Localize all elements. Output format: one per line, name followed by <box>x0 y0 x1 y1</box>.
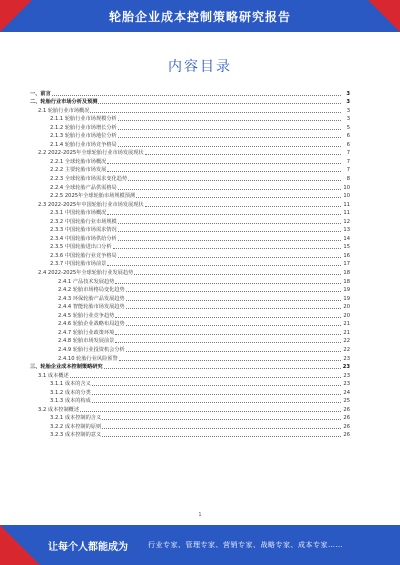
toc-entry-page: 21 <box>343 321 350 328</box>
toc-leader-dots <box>126 290 341 292</box>
toc-entry-page: 23 <box>342 364 350 371</box>
toc-entry[interactable] <box>30 165 350 174</box>
toc-entry-page: 23 <box>343 355 350 362</box>
toc-leader-dots <box>90 111 341 113</box>
toc-entry[interactable] <box>30 302 350 311</box>
header-banner <box>0 0 400 32</box>
toc-leader-dots <box>80 410 341 412</box>
toc-leader-dots <box>107 170 341 172</box>
toc-entry-label: 2.3.4 中国轮胎市场供给分析 <box>50 235 117 242</box>
toc-entry-label: 2.3.2 中国轮胎行业市场规模 <box>50 218 117 225</box>
toc-entry-page: 26 <box>343 415 350 422</box>
footer-slogan: 让每个人都能成为 <box>48 542 128 553</box>
toc-entry[interactable] <box>30 259 350 268</box>
toc-entry-page: 20 <box>343 304 350 311</box>
toc-entry-label: 2.4.4 智能轮胎市场发展趋势 <box>58 304 125 311</box>
toc-leader-dots <box>102 427 341 429</box>
page-number: 1 <box>198 512 202 518</box>
toc-entry-label: 2.3.1 中国轮胎市场概况 <box>50 210 107 217</box>
toc-entry-page: 7 <box>346 158 350 165</box>
toc-leader-dots <box>126 299 341 301</box>
toc-entry[interactable] <box>30 353 350 362</box>
toc-entry[interactable] <box>30 88 350 97</box>
toc-entry-page: 22 <box>343 346 350 353</box>
toc-entry[interactable] <box>30 250 350 259</box>
toc-entry-label: 2.3.6 中国轮胎行业竞争格局 <box>50 252 117 259</box>
toc-entry-label: 2.2.1 全球轮胎市场概况 <box>50 158 107 165</box>
toc-entry-page: 10 <box>343 193 350 200</box>
toc-entry[interactable] <box>30 430 350 439</box>
toc-entry-label: 二、轮胎行业市场分析及预测 <box>30 99 98 106</box>
toc-entry-page: 24 <box>343 389 350 396</box>
toc-entry-label: 2.3.7 中国轮胎市场前景 <box>50 261 107 268</box>
toc-entry-page: 3 <box>346 107 350 114</box>
toc-leader-dots <box>92 401 341 403</box>
toc-entry[interactable] <box>30 319 350 328</box>
toc-entry-page: 15 <box>343 244 350 251</box>
toc-leader-dots <box>115 316 341 318</box>
toc-entry[interactable] <box>30 139 350 148</box>
toc-leader-dots <box>107 213 341 215</box>
toc-entry-label: 2.4.1 产品技术发展趋势 <box>58 278 115 285</box>
toc-entry[interactable] <box>30 421 350 430</box>
toc-entry-label: 3.1.3 成本的构成 <box>50 398 91 405</box>
toc-entry-label: 3.2 成本控制概述 <box>38 406 80 413</box>
toc-entry-label: 2.4 2022-2025年全球轮胎行业发展趋势 <box>38 270 134 277</box>
toc-entry[interactable] <box>30 387 350 396</box>
toc-leader-dots <box>115 282 341 284</box>
toc-leader-dots <box>118 188 341 190</box>
toc-entry-page: 26 <box>343 406 350 413</box>
toc-heading: 内容目录 <box>168 59 232 75</box>
toc-entry-label: 2.3.3 中国轮胎市场需求情况 <box>50 227 117 234</box>
toc-entry-page: 16 <box>343 252 350 259</box>
toc-entry[interactable] <box>30 131 350 140</box>
toc-entry-label: 2.4.3 环保轮胎产品发展趋势 <box>58 295 125 302</box>
toc-leader-dots <box>118 136 341 138</box>
toc-leader-dots <box>104 367 341 369</box>
toc-entry-label: 2.4.2 轮胎市场格局变化趋势 <box>58 287 125 294</box>
toc-leader-dots <box>118 222 341 224</box>
toc-entry-label: 2.2.4 全球轮胎产品供需格局 <box>50 184 117 191</box>
toc-leader-dots <box>145 205 341 207</box>
toc-entry-label: 3.1.2 成本的分类 <box>50 389 91 396</box>
toc-entry-page: 12 <box>343 218 350 225</box>
toc-entry-label: 三、轮胎企业成本控制策略研究 <box>30 364 103 371</box>
toc-entry-page: 23 <box>343 372 350 379</box>
toc-leader-dots <box>52 94 341 96</box>
toc-leader-dots <box>118 230 341 232</box>
toc-leader-dots <box>118 128 341 130</box>
toc-entry-page: 11 <box>343 210 350 217</box>
toc-entry-label: 2.4.6 轮胎企业战略布局趋势 <box>58 321 125 328</box>
toc-entry-label: 2.4.5 轮胎行业竞争趋势 <box>58 312 115 319</box>
toc-leader-dots <box>126 324 341 326</box>
toc-entry-page: 25 <box>343 398 350 405</box>
toc-entry-page: 6 <box>346 141 350 148</box>
toc-entry[interactable] <box>30 148 350 157</box>
toc-leader-dots <box>126 307 341 309</box>
toc-entry-page: 3 <box>346 116 350 123</box>
toc-leader-dots <box>119 359 341 361</box>
toc-entry-label: 一、前言 <box>30 90 51 97</box>
toc-entry-label: 2.3.5 中国轮胎进出口分析 <box>50 244 112 251</box>
toc-entry[interactable] <box>30 276 350 285</box>
toc-entry-page: 7 <box>346 167 350 174</box>
toc-entry-page: 23 <box>343 381 350 388</box>
toc-entry[interactable] <box>30 267 350 276</box>
table-of-contents <box>30 88 350 438</box>
toc-entry[interactable] <box>30 327 350 336</box>
toc-entry[interactable] <box>30 344 350 353</box>
toc-leader-dots <box>126 350 341 352</box>
toc-leader-dots <box>107 264 341 266</box>
toc-entry[interactable] <box>30 114 350 123</box>
toc-entry-label: 2.1.1 轮胎行业市场规模分析 <box>50 116 117 123</box>
toc-entry-page: 14 <box>343 235 350 242</box>
toc-entry-page: 22 <box>343 338 350 345</box>
toc-entry-label: 2.4.10 轮胎行业风险预警 <box>58 355 118 362</box>
toc-leader-dots <box>118 119 341 121</box>
toc-leader-dots <box>92 393 341 395</box>
toc-entry[interactable] <box>30 199 350 208</box>
toc-entry-page: 18 <box>343 278 350 285</box>
toc-leader-dots <box>128 179 341 181</box>
toc-entry[interactable] <box>30 122 350 131</box>
toc-entry-label: 2.3 2022-2025年中国轮胎行业市场发展现状 <box>38 201 144 208</box>
toc-leader-dots <box>118 239 341 241</box>
toc-entry-label: 2.2.2 主要轮胎市场发展 <box>50 167 107 174</box>
toc-entry-page: 18 <box>343 270 350 277</box>
toc-entry[interactable] <box>30 293 350 302</box>
toc-entry[interactable] <box>30 225 350 234</box>
toc-entry-page: 21 <box>343 329 350 336</box>
toc-entry[interactable] <box>30 173 350 182</box>
toc-leader-dots <box>115 333 341 335</box>
toc-entry[interactable] <box>30 191 350 200</box>
toc-entry[interactable] <box>30 156 350 165</box>
toc-entry-label: 2.2.3 全球轮胎市场需求变化趋势 <box>50 176 128 183</box>
toc-leader-dots <box>136 196 341 198</box>
toc-leader-dots <box>113 247 341 249</box>
toc-leader-dots <box>118 256 341 258</box>
toc-entry-page: 7 <box>346 150 350 157</box>
toc-entry[interactable] <box>30 182 350 191</box>
toc-entry-page: 17 <box>343 261 350 268</box>
footer-banner <box>0 525 400 565</box>
toc-entry[interactable] <box>30 362 350 371</box>
toc-entry-page: 19 <box>343 287 350 294</box>
toc-entry-label: 2.2 2022-2025年全球轮胎行业市场发展现状 <box>38 150 144 157</box>
toc-entry-label: 3.2.1 成本控制的含义 <box>50 415 102 422</box>
toc-entry[interactable] <box>30 413 350 422</box>
toc-leader-dots <box>145 153 341 155</box>
toc-entry-page: 8 <box>346 176 350 183</box>
toc-entry-page: 3 <box>346 99 350 106</box>
toc-leader-dots <box>70 376 341 378</box>
document-title: 轮胎企业成本控制策略研究报告 <box>108 10 291 24</box>
toc-entry-label: 2.1 轮胎行业市场概况 <box>38 107 90 114</box>
toc-leader-dots <box>118 145 341 147</box>
toc-entry-label: 2.1.3 轮胎行业市场地位分析 <box>50 133 117 140</box>
toc-leader-dots <box>134 273 341 275</box>
toc-entry[interactable] <box>30 336 350 345</box>
toc-entry-page: 11 <box>343 201 350 208</box>
toc-leader-dots <box>115 341 341 343</box>
toc-entry[interactable] <box>30 396 350 405</box>
toc-entry-page: 3 <box>346 90 350 97</box>
toc-entry-label: 3.1.1 成本的含义 <box>50 381 91 388</box>
toc-entry-label: 3.2.2 成本控制的原则 <box>50 423 102 430</box>
toc-entry[interactable] <box>30 216 350 225</box>
toc-leader-dots <box>92 384 341 386</box>
toc-entry-page: 26 <box>343 432 350 439</box>
toc-entry-label: 2.1.2 轮胎行业市场增长分析 <box>50 124 117 131</box>
toc-leader-dots <box>98 102 341 104</box>
toc-entry-label: 2.4.9 轮胎行业投资机会分析 <box>58 346 125 353</box>
toc-entry[interactable] <box>30 310 350 319</box>
toc-entry-label: 3.1 成本概述 <box>38 372 69 379</box>
toc-entry-page: 26 <box>343 423 350 430</box>
footer-tagline: 行业专家、管理专家、营销专家、战略专家、成本专家…… <box>148 541 343 549</box>
toc-entry[interactable] <box>30 97 350 106</box>
toc-entry[interactable] <box>30 208 350 217</box>
toc-entry[interactable] <box>30 404 350 413</box>
toc-entry[interactable] <box>30 242 350 251</box>
toc-entry-page: 20 <box>343 312 350 319</box>
toc-entry-page: 10 <box>343 184 350 191</box>
toc-entry[interactable] <box>30 370 350 379</box>
toc-entry-page: 19 <box>343 295 350 302</box>
toc-entry-page: 13 <box>343 227 350 234</box>
toc-leader-dots <box>102 435 341 437</box>
toc-entry-page: 5 <box>346 124 350 131</box>
toc-entry-page: 6 <box>346 133 350 140</box>
toc-entry[interactable] <box>30 105 350 114</box>
footer-red-corner <box>0 525 40 565</box>
toc-entry[interactable] <box>30 285 350 294</box>
toc-entry[interactable] <box>30 233 350 242</box>
toc-entry-label: 2.4.8 轮胎市场发展前景 <box>58 338 115 345</box>
toc-entry-label: 2.4.7 轮胎行业政策环境 <box>58 329 115 336</box>
toc-entry-label: 2.2.5 2025年全球轮胎市场规模预测 <box>50 193 136 200</box>
toc-entry[interactable] <box>30 379 350 388</box>
toc-entry-label: 3.2.3 成本控制的意义 <box>50 432 102 439</box>
toc-entry-label: 2.1.4 轮胎行业市场竞争格局 <box>50 141 117 148</box>
toc-leader-dots <box>102 418 341 420</box>
toc-leader-dots <box>107 162 341 164</box>
